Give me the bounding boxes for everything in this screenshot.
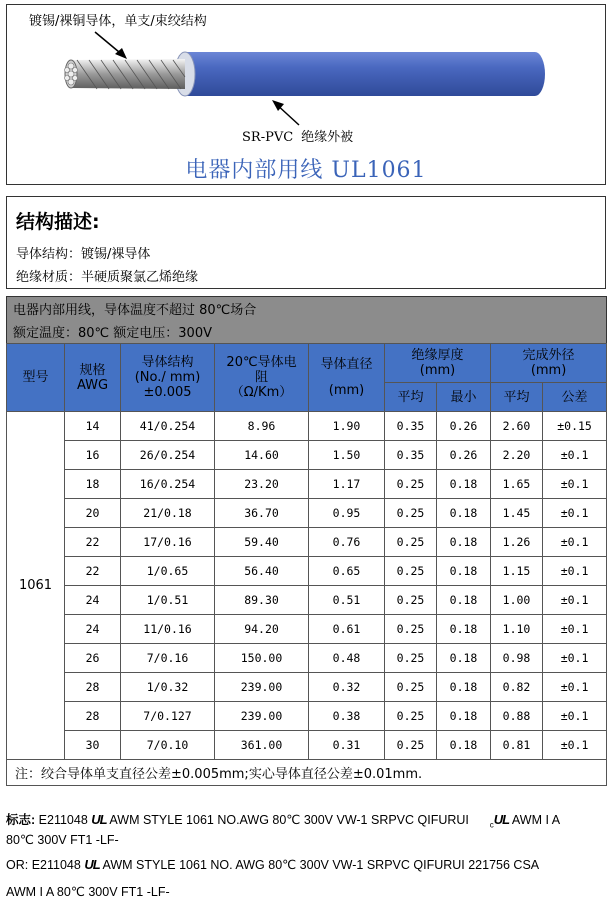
awg-cell: 14 (65, 412, 121, 441)
description-heading: 结构描述: (16, 211, 100, 233)
table-row (7, 499, 607, 528)
marking-text-1-cont: AWM I A (511, 813, 561, 827)
insul-min-cell: 0.18 (437, 557, 491, 586)
insul-avg-cell: 0.25 (385, 702, 437, 731)
resistance-cell: 89.30 (215, 586, 309, 615)
resistance-cell: 150.00 (215, 644, 309, 673)
od-avg-cell: 0.98 (491, 644, 543, 673)
awg-cell: 20 (65, 499, 121, 528)
strand-cell: 26/0.254 (121, 441, 215, 470)
spec-table-body (7, 412, 607, 760)
table-row (7, 470, 607, 499)
od-avg-cell: 0.81 (491, 731, 543, 760)
product-title: 电器内部用线 UL1061 (185, 158, 427, 183)
resistance-cell: 239.00 (215, 673, 309, 702)
conductor-callout: 镀锡/裸铜导体，单支/束绞结构 (29, 14, 207, 29)
insul-min-cell: 0.26 (437, 412, 491, 441)
od-tol-cell: ±0.1 (543, 557, 607, 586)
insul-min-cell: 0.18 (437, 586, 491, 615)
od-tol-cell: ±0.1 (543, 470, 607, 499)
awg-cell: 16 (65, 441, 121, 470)
diameter-cell: 0.32 (309, 673, 385, 702)
awg-cell: 30 (65, 731, 121, 760)
od-avg-cell: 1.00 (491, 586, 543, 615)
insulation-material-code: SR-PVC (242, 130, 294, 145)
marking-alt-file-number: E211048 (31, 858, 81, 872)
model-cell: 1061 (7, 412, 65, 760)
strand-cell: 21/0.18 (121, 499, 215, 528)
ul-recognized-icon: UL (91, 812, 107, 827)
header-resistance: 20℃导体电 阻 （Ω/Km） (215, 344, 309, 412)
table-row (7, 528, 607, 557)
od-tol-cell: ±0.1 (543, 586, 607, 615)
table-row (7, 702, 607, 731)
strand-cell: 41/0.254 (121, 412, 215, 441)
header-od-avg: 平均 (491, 383, 543, 412)
header-insul-avg: 平均 (385, 383, 437, 412)
header-outer-diameter: 完成外径 (mm) (491, 344, 607, 383)
strand-cell: 16/0.254 (121, 470, 215, 499)
resistance-cell: 8.96 (215, 412, 309, 441)
header-model: 型号 (7, 344, 65, 412)
od-tol-cell: ±0.1 (543, 615, 607, 644)
od-avg-cell: 0.82 (491, 673, 543, 702)
strand-cell: 7/0.127 (121, 702, 215, 731)
od-tol-cell: ±0.1 (543, 731, 607, 760)
resistance-cell: 361.00 (215, 731, 309, 760)
resistance-cell: 56.40 (215, 557, 309, 586)
insul-min-cell: 0.18 (437, 731, 491, 760)
strand-cell: 7/0.10 (121, 731, 215, 760)
awg-cell: 22 (65, 557, 121, 586)
awg-cell: 28 (65, 673, 121, 702)
table-row (7, 673, 607, 702)
insul-min-cell: 0.18 (437, 673, 491, 702)
rating-text: 额定温度：80℃ 额定电压：300V (7, 320, 607, 344)
strand-cell: 17/0.16 (121, 528, 215, 557)
resistance-cell: 36.70 (215, 499, 309, 528)
od-avg-cell: 2.20 (491, 441, 543, 470)
insul-min-cell: 0.18 (437, 615, 491, 644)
table-row (7, 731, 607, 760)
od-tol-cell: ±0.1 (543, 673, 607, 702)
od-tol-cell: ±0.1 (543, 499, 607, 528)
insulation-material-text: 绝缘材质：半硬质聚氯乙烯绝缘 (16, 270, 199, 285)
od-tol-cell: ±0.1 (543, 644, 607, 673)
cable-illustration-panel (6, 4, 606, 185)
awg-cell: 22 (65, 528, 121, 557)
marking-line-1 (6, 810, 560, 830)
marking-line-4: AWM I A 80℃ 300V FT1 -LF- (6, 885, 170, 899)
resistance-cell: 59.40 (215, 528, 309, 557)
table-row (7, 557, 607, 586)
marking-text-1: AWM STYLE 1061 NO.AWG 80℃ 300V VW-1 SRPVC QIFURUI (109, 813, 469, 827)
spec-table (6, 296, 607, 786)
table-row (7, 412, 607, 441)
od-avg-cell: 0.88 (491, 702, 543, 731)
insul-avg-cell: 0.35 (385, 441, 437, 470)
insul-min-cell: 0.18 (437, 470, 491, 499)
cul-recognized-icon: UL (493, 812, 510, 827)
awg-cell: 24 (65, 586, 121, 615)
od-avg-cell: 1.65 (491, 470, 543, 499)
diameter-cell: 1.50 (309, 441, 385, 470)
insul-avg-cell: 0.25 (385, 673, 437, 702)
table-row (7, 586, 607, 615)
header-awg: 规格 AWG (65, 344, 121, 412)
diameter-cell: 0.76 (309, 528, 385, 557)
awg-cell: 18 (65, 470, 121, 499)
insul-avg-cell: 0.25 (385, 528, 437, 557)
marking-text-3: AWM STYLE 1061 NO. AWG 80℃ 300V VW-1 SRPVC QIFURUI 221756 CSA (102, 858, 540, 872)
conductor-structure-text: 导体结构：镀锡/裸导体 (16, 247, 151, 262)
awg-cell: 28 (65, 702, 121, 731)
diameter-cell: 0.65 (309, 557, 385, 586)
awg-cell: 26 (65, 644, 121, 673)
insulation-material-label: 绝缘外被 (301, 130, 354, 145)
diameter-cell: 0.48 (309, 644, 385, 673)
diameter-cell: 1.90 (309, 412, 385, 441)
insul-avg-cell: 0.25 (385, 470, 437, 499)
od-tol-cell: ±0.1 (543, 702, 607, 731)
or-label: OR: (6, 858, 29, 872)
diameter-cell: 0.38 (309, 702, 385, 731)
insul-avg-cell: 0.25 (385, 586, 437, 615)
insul-avg-cell: 0.25 (385, 499, 437, 528)
table-row (7, 441, 607, 470)
insul-min-cell: 0.18 (437, 644, 491, 673)
insul-avg-cell: 0.25 (385, 644, 437, 673)
strand-cell: 7/0.16 (121, 644, 215, 673)
header-diameter: 导体直径 (mm) (309, 344, 385, 412)
insul-avg-cell: 0.25 (385, 557, 437, 586)
structure-description-panel (6, 196, 606, 289)
marking-line-3 (6, 857, 539, 872)
od-avg-cell: 1.10 (491, 615, 543, 644)
strand-cell: 1/0.51 (121, 586, 215, 615)
insul-avg-cell: 0.35 (385, 412, 437, 441)
insul-avg-cell: 0.25 (385, 615, 437, 644)
marking-label: 标志: (6, 813, 36, 827)
c-mark-icon: c (489, 820, 494, 830)
od-avg-cell: 1.15 (491, 557, 543, 586)
diameter-cell: 1.17 (309, 470, 385, 499)
od-tol-cell: ±0.1 (543, 528, 607, 557)
od-tol-cell: ±0.15 (543, 412, 607, 441)
od-avg-cell: 1.26 (491, 528, 543, 557)
resistance-cell: 94.20 (215, 615, 309, 644)
strand-cell: 1/0.32 (121, 673, 215, 702)
insul-min-cell: 0.18 (437, 528, 491, 557)
resistance-cell: 239.00 (215, 702, 309, 731)
diameter-cell: 0.51 (309, 586, 385, 615)
diameter-cell: 0.61 (309, 615, 385, 644)
insul-avg-cell: 0.25 (385, 731, 437, 760)
table-row (7, 644, 607, 673)
usage-text: 电器内部用线，导体温度不超过 80℃场合 (7, 297, 607, 321)
od-tol-cell: ±0.1 (543, 441, 607, 470)
insulation-callout (242, 126, 353, 145)
insul-min-cell: 0.18 (437, 499, 491, 528)
awg-cell: 24 (65, 615, 121, 644)
strand-cell: 11/0.16 (121, 615, 215, 644)
resistance-cell: 23.20 (215, 470, 309, 499)
resistance-cell: 14.60 (215, 441, 309, 470)
tolerance-note: 注：绞合导体单支直径公差±0.005mm;实心导体直径公差±0.01mm. (7, 760, 607, 786)
header-od-tolerance: 公差 (543, 383, 607, 412)
od-avg-cell: 1.45 (491, 499, 543, 528)
insul-min-cell: 0.18 (437, 702, 491, 731)
header-strand: 导体结构 (No./ mm) ±0.005 (121, 344, 215, 412)
table-row (7, 615, 607, 644)
ul-recognized-icon-alt: UL (84, 857, 100, 872)
diameter-cell: 0.95 (309, 499, 385, 528)
header-insulation-thickness: 绝缘厚度 (mm) (385, 344, 491, 383)
diameter-cell: 0.31 (309, 731, 385, 760)
strand-cell: 1/0.65 (121, 557, 215, 586)
marking-line-2: 80℃ 300V FT1 -LF- (6, 833, 119, 847)
insul-min-cell: 0.26 (437, 441, 491, 470)
marking-file-number: E211048 (38, 813, 88, 827)
header-insul-min: 最小 (437, 383, 491, 412)
od-avg-cell: 2.60 (491, 412, 543, 441)
